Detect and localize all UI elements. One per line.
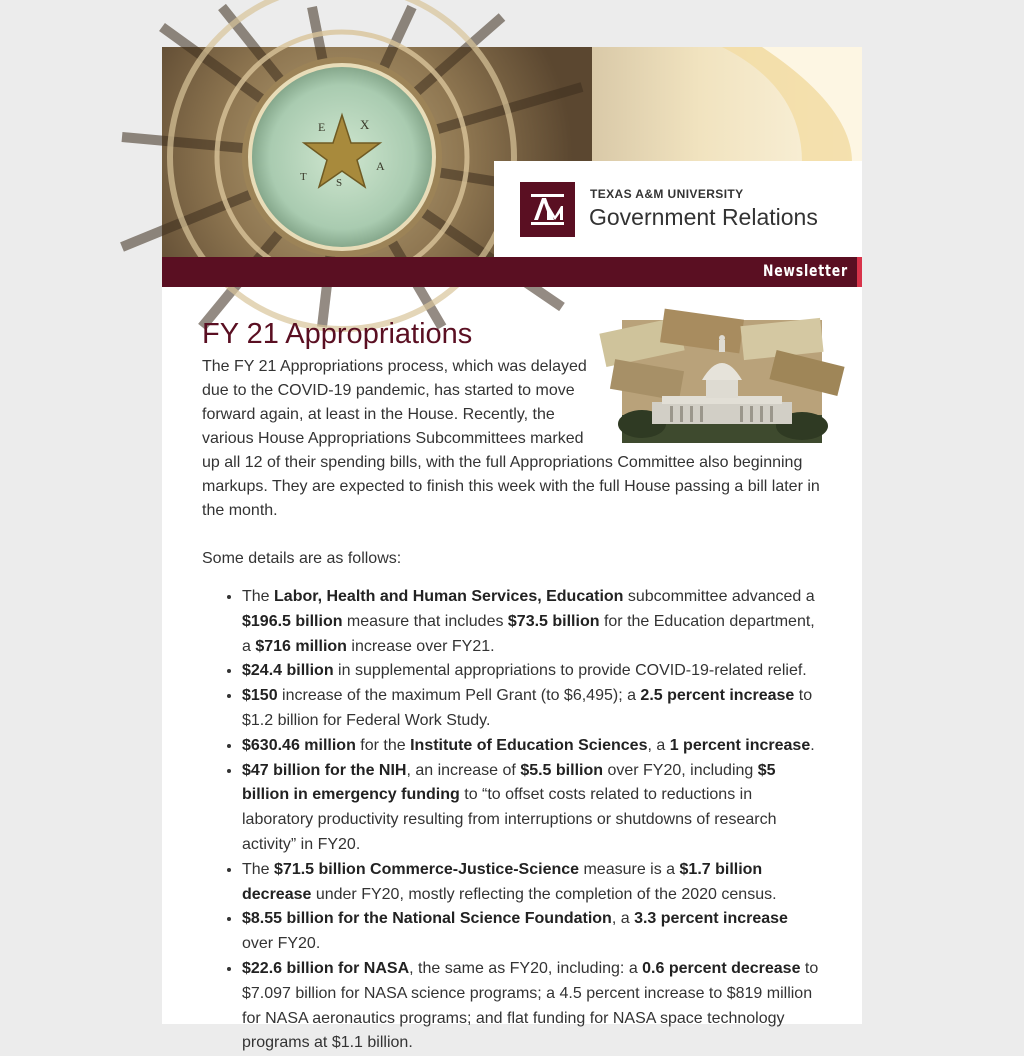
detail-text: under FY20, mostly reflecting the completion of the 2020 census. (311, 885, 777, 903)
detail-text: The (242, 588, 275, 605)
detail-item (242, 858, 822, 908)
star-letter-e: E (318, 120, 326, 134)
article (202, 317, 822, 1056)
article-title: FY 21 Appropriations (202, 318, 473, 350)
detail-text: to “to offset costs related to reductions in laboratory productivity resulting from interruptions or shutdowns of research activity” in FY20. (242, 786, 777, 853)
detail-highlight: Labor, Health and Human Services, Education (274, 588, 624, 605)
detail-highlight: $5.5 billion (520, 761, 603, 779)
detail-highlight: 0.6 percent decrease (642, 959, 801, 977)
detail-item (242, 907, 822, 957)
detail-text: , a (647, 736, 670, 754)
details-lead: Some details are as follows: (202, 550, 402, 567)
detail-item (242, 734, 822, 759)
detail-item (242, 759, 822, 858)
detail-text: in supplemental appropriations to provide COVID-19-related relief. (333, 662, 807, 680)
detail-text: over FY20, including (603, 761, 758, 779)
detail-text: measure that includes (342, 612, 508, 630)
star-letter-x: X (360, 117, 370, 132)
newsletter-email (162, 47, 862, 1052)
detail-highlight: $716 million (255, 637, 347, 655)
detail-text: over FY20. (242, 935, 321, 953)
detail-highlight: 1 percent increase (669, 736, 811, 754)
star-letter-s: S (336, 177, 343, 189)
logo-box (494, 161, 862, 257)
detail-highlight: $5 billion in emergency funding (242, 761, 776, 804)
article-intro: The FY 21 Appropriations process, which was delayed due to the COVID-19 pandemic, has started to move forward again, at least in the House. Recently, the various House Appropriations Subcommittees marked up all 12 of their spending bills, with the full Appropriations Committee also beginning markups. They are expected to finish this week with the full House passing a bill later in the month. (202, 358, 820, 519)
detail-text: , an increase of (406, 761, 521, 779)
detail-item (242, 659, 822, 684)
detail-item (242, 585, 822, 659)
detail-text: subcommittee advanced a (623, 588, 815, 605)
detail-text: for the Education department, a (242, 612, 815, 655)
university-name: TEXAS A&M UNIVERSITY (590, 187, 744, 201)
detail-highlight: $150 (242, 687, 278, 705)
detail-text: increase over FY21. (346, 637, 495, 655)
detail-text: to $7.097 billion for NASA science programs; a 4.5 percent increase to $819 million for NASA aeronautics programs; and flat funding for NASA space technology programs at $1.1 billion. (242, 959, 819, 1052)
detail-text: . (810, 736, 815, 754)
star-letter-a: A (376, 159, 385, 173)
detail-highlight: $47 billion for the NIH (242, 761, 407, 779)
star-letter-t: T (300, 171, 307, 183)
header-banner (162, 47, 862, 287)
detail-text: for the (355, 736, 411, 754)
detail-highlight: $73.5 billion (507, 612, 600, 630)
detail-highlight: $22.6 billion for NASA (242, 959, 410, 977)
detail-highlight: 2.5 percent increase (640, 687, 795, 705)
newsletter-bar (162, 257, 862, 287)
atm-logo-icon (520, 182, 575, 237)
detail-text: , the same as FY20, including: a (409, 959, 643, 977)
detail-highlight: 3.3 percent increase (634, 910, 788, 928)
newsletter-bar-accent (857, 257, 862, 287)
detail-item (242, 957, 822, 1056)
newsletter-label: Newsletter (763, 261, 848, 280)
capitol-money-image (622, 320, 822, 443)
detail-highlight: $24.4 billion (242, 662, 334, 680)
detail-highlight: $630.46 million (242, 736, 356, 754)
detail-text: to $1.2 billion for Federal Work Study. (242, 687, 813, 729)
detail-text: , a (611, 910, 635, 928)
detail-item (242, 684, 822, 734)
detail-text: increase of the maximum Pell Grant (to $6,495); a (277, 687, 641, 705)
details-list (202, 585, 822, 1056)
detail-highlight: Institute of Education Sciences (410, 736, 648, 754)
detail-text: measure is a (579, 860, 680, 878)
detail-text: The (242, 860, 275, 878)
detail-highlight: $71.5 billion Commerce-Justice-Science (274, 860, 580, 878)
detail-highlight: $196.5 billion (242, 612, 343, 630)
department-name: Government Relations (589, 204, 818, 230)
detail-highlight: $1.7 billion decrease (242, 860, 763, 903)
detail-highlight: $8.55 billion for the National Science Foundation (242, 910, 612, 928)
